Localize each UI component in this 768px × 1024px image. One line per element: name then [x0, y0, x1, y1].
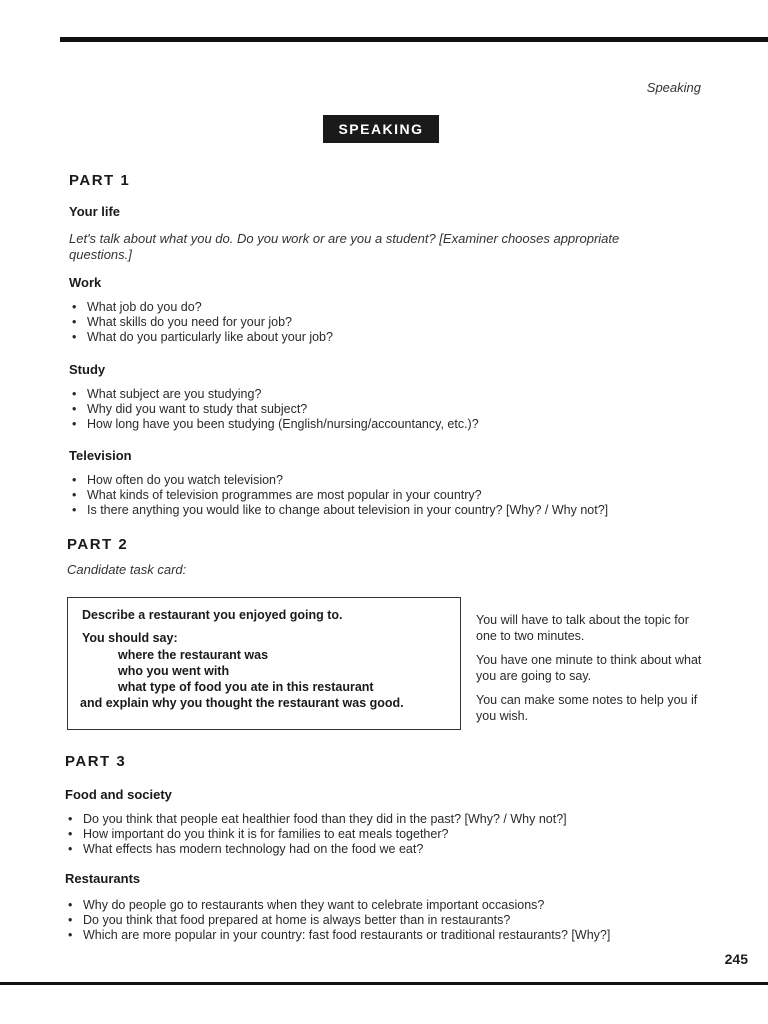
work-questions [69, 300, 333, 345]
task-card [67, 597, 461, 730]
restaurants-questions [65, 898, 610, 943]
television-questions [69, 473, 608, 518]
task-card-point: who you went with [118, 664, 230, 678]
section-title-study: Study [69, 362, 106, 377]
list-item: • Do you think that food prepared at home is always better than in restaurants? [65, 913, 610, 928]
part3-heading: PART 3 [65, 753, 127, 770]
section-banner: SPEAKING [323, 115, 439, 143]
list-item: • How often do you watch television? [69, 473, 608, 488]
part2-heading: PART 2 [67, 536, 129, 553]
running-head: Speaking [646, 80, 701, 95]
task-card-should-say: You should say: [82, 631, 178, 645]
section-title-work: Work [69, 275, 102, 290]
section-title-restaurants: Restaurants [65, 871, 141, 886]
list-item: • What kinds of television programmes are most popular in your country? [69, 488, 608, 503]
part2-note: You have one minute to think about what you are going to say. [476, 653, 702, 683]
study-questions [69, 387, 479, 432]
part2-note: You can make some notes to help you if you wish. [476, 693, 698, 723]
part1-heading: PART 1 [69, 172, 131, 189]
part2-label: Candidate task card: [67, 562, 187, 577]
list-item: • Why do people go to restaurants when they want to celebrate important occasions? [65, 898, 610, 913]
task-card-prompt: Describe a restaurant you enjoyed going to. [82, 608, 343, 622]
list-item: • What do you particularly like about your job? [69, 330, 333, 345]
task-card-point: where the restaurant was [118, 648, 269, 662]
list-item: • What effects has modern technology had on the food we eat? [65, 842, 567, 857]
section-title-food-and-society: Food and society [65, 787, 172, 802]
list-item: • Which are more popular in your country: fast food restaurants or traditional restaurants? [Why?] [65, 928, 610, 943]
food-society-questions [65, 812, 567, 857]
part1-topic: Your life [69, 204, 121, 219]
section-title-television: Television [69, 448, 132, 463]
task-card-point: what type of food you ate in this restaurant [118, 680, 374, 694]
list-item: • How important do you think it is for families to eat meals together? [65, 827, 567, 842]
list-item: • What skills do you need for your job? [69, 315, 333, 330]
top-rule [60, 37, 768, 42]
list-item: • What job do you do? [69, 300, 333, 315]
page-number: 245 [724, 951, 748, 967]
part1-intro: Let's talk about what you do. Do you work or are you a student? [Examiner chooses appropriate questions.] [69, 231, 620, 262]
bottom-rule [0, 982, 768, 985]
list-item: • Why did you want to study that subject? [69, 402, 479, 417]
list-item: • Do you think that people eat healthier food than they did in the past? [Why? / Why not?] [65, 812, 567, 827]
list-item: • What subject are you studying? [69, 387, 479, 402]
task-card-explain: and explain why you thought the restaurant was good. [80, 696, 404, 710]
list-item: • How long have you been studying (English/nursing/accountancy, etc.)? [69, 417, 479, 432]
list-item: • Is there anything you would like to change about television in your country? [Why? / Why not?] [69, 503, 608, 518]
part2-note: You will have to talk about the topic for one to two minutes. [476, 613, 689, 643]
